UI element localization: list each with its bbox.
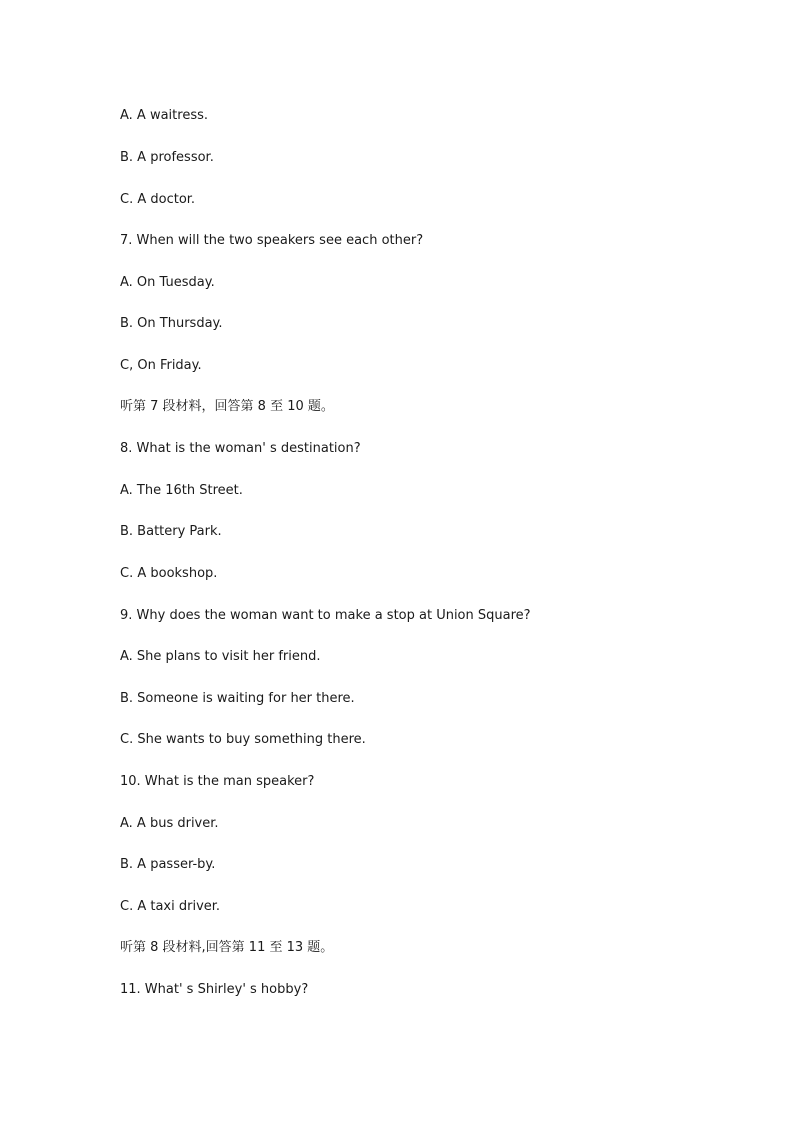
question-8: 8. What is the woman' s destination?: [120, 441, 361, 456]
section-instruction-8: 听第 8 段材料,回答第 11 至 13 题。: [120, 940, 334, 955]
option-9b: B. Someone is waiting for her there.: [120, 691, 355, 706]
question-7: 7. When will the two speakers see each other?: [120, 233, 424, 248]
question-11: 11. What' s Shirley' s hobby?: [120, 982, 309, 997]
option-7a: A. On Tuesday.: [120, 275, 215, 290]
option-8c: C. A bookshop.: [120, 566, 218, 581]
option-10b: B. A passer-by.: [120, 857, 216, 872]
option-9a: A. She plans to visit her friend.: [120, 649, 321, 664]
option-8a: A. The 16th Street.: [120, 483, 243, 498]
option-7b: B. On Thursday.: [120, 316, 223, 331]
option-10c: C. A taxi driver.: [120, 899, 221, 914]
question-10: 10. What is the man speaker?: [120, 774, 315, 789]
option-7c: C, On Friday.: [120, 358, 202, 373]
question-9: 9. Why does the woman want to make a stop at Union Square?: [120, 608, 531, 623]
option-10a: A. A bus driver.: [120, 816, 219, 831]
option-8b: B. Battery Park.: [120, 524, 222, 539]
option-6c: C. A doctor.: [120, 192, 196, 207]
option-6b: B. A professor.: [120, 150, 214, 165]
section-instruction-7: 听第 7 段材料，回答第 8 至 10 题。: [120, 399, 334, 414]
option-9c: C. She wants to buy something there.: [120, 732, 366, 747]
option-6a: A. A waitress.: [120, 108, 208, 123]
